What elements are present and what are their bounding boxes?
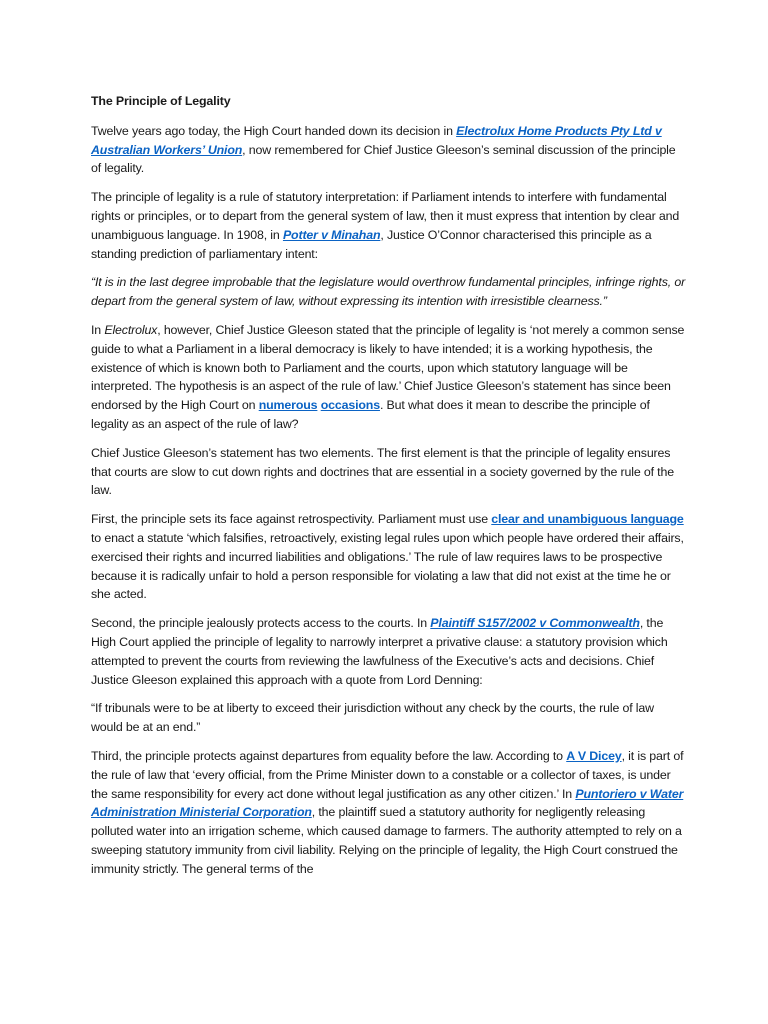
- link-electrolux-case[interactable]: Electrolux Home Products Pty Ltd v Australian Workers’ Union: [91, 123, 662, 157]
- link-occasions[interactable]: occasions: [320, 398, 380, 413]
- paragraph-retrospectivity: First, the principle sets its face against retrospectivity. Parliament must use clear and unambiguous language to enact a statute ‘which falsifies, retroactively, existing legal rules upon which people have ordered their affairs, exercised their rights and incurred liabilities and obligations.’ The rule of law requires laws to be prospective because it is radically unfair to hold a person responsible for violating a law that did not exist at the time he or she acted.: [91, 512, 684, 602]
- paragraph-two-elements: Chief Justice Gleeson’s statement has two elements. The first element is that the principle of legality ensures that courts are slow to cut down rights and doctrines that are essential in a society governed by the rule of the law.: [91, 445, 674, 498]
- quote-denning: “If tribunals were to be at liberty to exceed their jurisdiction without any check by the courts, the rule of law would be at an end.”: [91, 701, 654, 735]
- paragraph-definition: The principle of legality is a rule of statutory interpretation: if Parliament intends to interfere with fundamental rights or principles, or to depart from the general system of law, then it must express that intention by clear and unambiguous language. In 1908, in Potter v Minahan, Justice O’Connor characterised this principle as a standing prediction of parliamentary intent:: [91, 190, 680, 261]
- paragraph-intro: Twelve years ago today, the High Court handed down its decision in Electrolux Home Products Pty Ltd v Australian Workers’ Union, now remembered for Chief Justice Gleeson’s seminal discussion of the principle of legality.: [91, 123, 676, 176]
- link-potter-v-minahan[interactable]: Potter v Minahan: [282, 227, 381, 242]
- link-puntoriero-case[interactable]: Puntoriero v Water Administration Ministerial Corporation: [91, 786, 684, 820]
- link-plaintiff-s157[interactable]: Plaintiff S157/2002 v Commonwealth: [430, 616, 640, 631]
- link-av-dicey[interactable]: A V Dicey: [566, 748, 622, 763]
- link-numerous[interactable]: numerous: [258, 398, 318, 413]
- link-clear-and-unambiguous-language[interactable]: clear and unambiguous language: [491, 512, 684, 527]
- paragraph-electrolux: In Electrolux, however, Chief Justice Gleeson stated that the principle of legality is ‘not merely a common sense guide to what a Parliament in a liberal democracy is likely to have intended; it is a working hypothesis, the existence of which is known both to Parliament and the courts, upon which statutory language will be interpreted. The hypothesis is an aspect of the rule of law.’ Chief Justice Gleeson’s statement has since been endorsed by the High Court on numerous occasions. But what does it mean to describe the principle of legality as an aspect of the rule of law?: [91, 322, 685, 431]
- quote-oconnor: “It is in the last degree improbable that the legislature would overthrow fundamental principles, infringe rights, or depart from the general system of law, without expressing its intention with irresistible clearness.”: [91, 275, 686, 309]
- page-title: The Principle of Legality: [91, 94, 231, 108]
- paragraph-access-to-courts: Second, the principle jealously protects access to the courts. In Plaintiff S157/2002 v Commonwealth, the High Court applied the principle of legality to narrowly interpret a privative clause: a statutory provision which attempted to prevent the courts from reviewing the lawfulness of the Executive’s acts and decisions. Chief Justice Gleeson explained this approach with a quote from Lord Denning:: [91, 616, 668, 687]
- paragraph-equality: Third, the principle protects against departures from equality before the law. According to A V Dicey, it is part of the rule of law that ‘every official, from the Prime Minister down to a constable or a collector of taxes, is under the same responsibility for every act done without legal justification as any other citizen.’ In Puntoriero v Water Administration Ministerial Corporation, the plaintiff sued a statutory authority for negligently releasing polluted water into an irrigation scheme, which caused damage to farmers. The authority attempted to rely on a sweeping statutory immunity from civil liability. Relying on the principle of legality, the High Court construed the immunity strictly. The general terms of the: [91, 748, 684, 876]
- document-body: [91, 92, 686, 888]
